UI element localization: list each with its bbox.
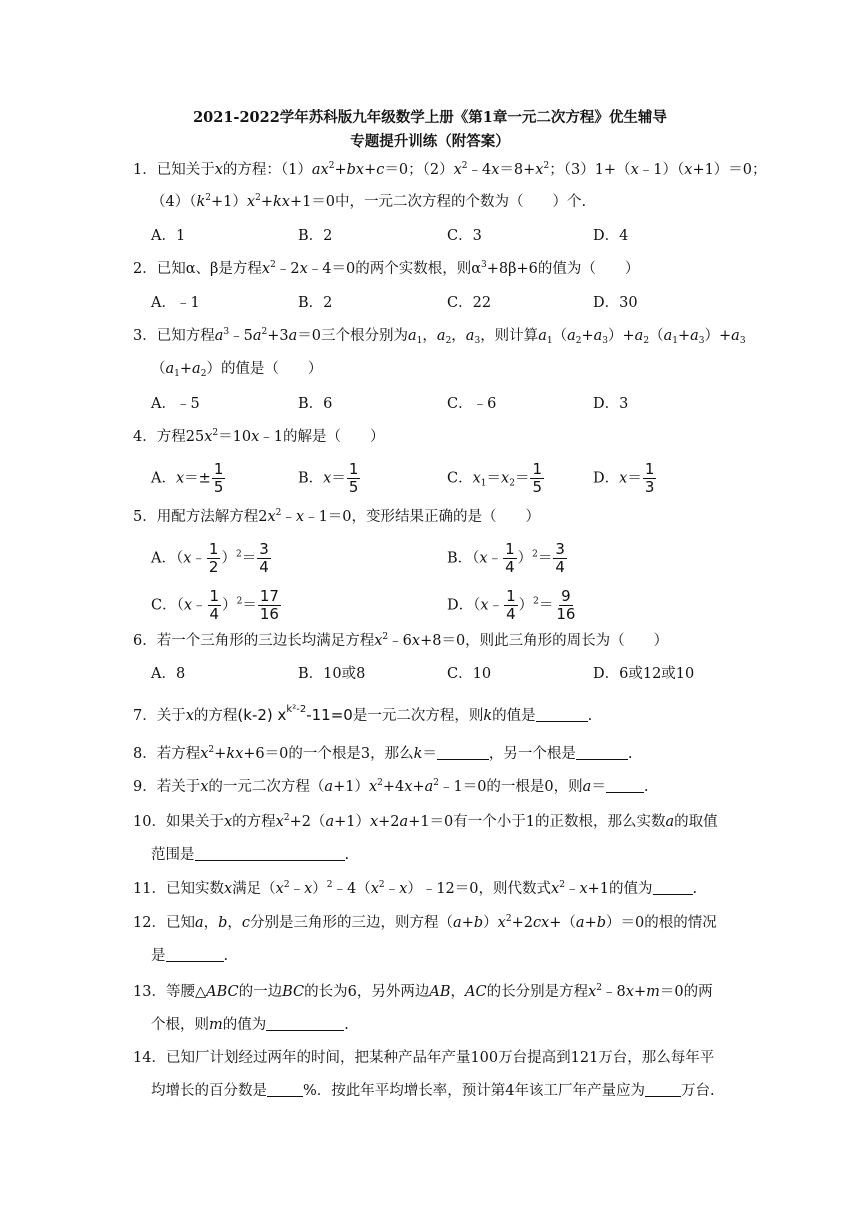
question-7: 7．关于x的方程(k-2) $x^{k^2-2}-11=0$是一元二次方程，则k的值是 . [133, 704, 593, 724]
equation-image: (k-2) $x^{k^2-2}-11=0$ [237, 704, 353, 724]
q3-option-b: B．6 [298, 396, 333, 412]
answer-blank[interactable] [267, 1082, 303, 1097]
answer-blank[interactable] [195, 846, 345, 861]
fraction: $\frac{1}{2}$ [208, 540, 219, 576]
fraction: $\frac{17}{16}$ [259, 587, 279, 623]
answer-blank[interactable] [653, 880, 693, 895]
question-10: 10．如果关于x的方程$x^2+2(a+1)x+2a+1=0$有一个小于1的正数根，那么实数a的取值 [133, 813, 718, 830]
fraction: $\frac{3}{4}$ [555, 540, 565, 576]
answer-blank[interactable] [576, 745, 628, 760]
question-14-line2: 均增长的百分数是 %．按此年平均增长率，预计第4年该工厂年产量应为 万台. [151, 1083, 715, 1099]
fraction: $\frac{1}{5}$ [532, 460, 542, 496]
q5-option-a: A．（x﹣ $\frac{1}{2}$ ）$^2$＝ $\frac{3}{4}$ [151, 540, 269, 576]
question-1-line2: $(4)(k^2+1)x^2+kx+1=0$中，一元二次方程的个数为（ ）个. [151, 193, 587, 210]
q5-option-b: B．（x﹣ $\frac{1}{4}$ ）$^2$＝ $\frac{3}{4}$ [447, 540, 565, 576]
q6-option-d: D．6或12或10 [593, 666, 695, 682]
fraction: $\frac{9}{16}$ [556, 587, 576, 623]
question-3: 3．已知方程$a^3﹣5a^2+3a=0$三个根分别为$a_1$，$a_2$，$a_3$，则计算$a_1(a_2+a_3)+a_2(a_1+a_3)+a_3$ [133, 327, 746, 346]
q6-option-a: A．8 [151, 666, 186, 682]
q3-option-a: A．﹣5 [151, 396, 200, 412]
q5-option-d: D．（x﹣ $\frac{1}{4}$ ）$^2$＝ $\frac{9}{16}$ [447, 587, 576, 623]
question-5: 5．用配方法解方程$2x^2﹣x﹣1=0$，变形结果正确的是（ ） [133, 508, 541, 525]
answer-blank[interactable] [166, 947, 224, 962]
question-12-line2: 是 . [151, 948, 229, 964]
document-subtitle: 专题提升训练（附答案） [350, 133, 510, 150]
q1-option-a: A．1 [151, 228, 186, 244]
q2-option-c: C．22 [447, 295, 492, 311]
answer-blank[interactable] [606, 778, 644, 793]
question-6: 6．若一个三角形的三边长均满足方程$x^2﹣6x+8=0$，则此三角形的周长为（ ） [133, 632, 669, 649]
fraction: $\frac{3}{4}$ [259, 540, 269, 576]
question-3-line2: $(a_1+a_2)$的值是（ ） [151, 361, 323, 379]
question-13-line2: 个根，则m的值为 . [151, 1017, 349, 1033]
q2-option-b: B．2 [298, 295, 333, 311]
q5-option-c: C．（x﹣ $\frac{1}{4}$ ）$^2$＝ $\frac{17}{16}$ [151, 587, 279, 623]
question-10-line2: 范围是 . [151, 847, 350, 863]
q2-option-a: A．﹣1 [151, 295, 200, 311]
q6-option-c: C．10 [447, 666, 492, 682]
fraction: $\frac{1}{4}$ [505, 540, 515, 576]
q3-option-d: D．3 [593, 396, 629, 412]
question-2: 2．已知α、β是方程$x^2﹣2x﹣4=0$的两个实数根，则$\alpha^3+8\beta+6$的值为（ ） [133, 260, 640, 277]
question-4: 4．方程$25x^2=10x﹣1$的解是（ ） [133, 428, 385, 445]
question-14: 14．已知厂计划经过两年的时间，把某种产品年产量100万台提高到121万台，那么每年平 [133, 1050, 715, 1066]
answer-blank[interactable] [437, 745, 489, 760]
question-1: 1．已知关于x的方程：$(1)ax^2+bx+c=0$；$(2)x^2﹣4x=8+x^2$；（3）1+（x﹣1）（x+1）＝0； [133, 161, 767, 178]
question-13: 13．等腰△ABC的一边BC的长为6，另外两边AB，AC的长分别是方程$x^2﹣8x+m=0$的两 [133, 983, 713, 1000]
answer-blank[interactable] [645, 1082, 681, 1097]
fraction: $\frac{1}{3}$ [644, 460, 655, 496]
q1-option-c: C．3 [447, 228, 482, 244]
question-11: 11．已知实数x满足$(x^2﹣x)^2﹣4(x^2﹣x)﹣12=0$，则代数式$x^2﹣x+1$的值为 . [133, 880, 698, 897]
question-8: 8．若方程$x^2+kx+6=0$的一个根是3，那么k＝ ，另一个根是 . [133, 745, 633, 762]
q4-option-b: B．x＝ $\frac{1}{5}$ [298, 460, 359, 496]
fraction: $\frac{1}{5}$ [213, 460, 224, 496]
fraction: $\frac{1}{5}$ [348, 460, 359, 496]
q3-option-c: C．﹣6 [447, 396, 497, 412]
q2-option-d: D．30 [593, 295, 638, 311]
fraction: $\frac{1}{4}$ [209, 587, 220, 623]
q1-option-d: D．4 [593, 228, 629, 244]
q4-option-c: C．$x_1=x_2=$ $\frac{1}{5}$ [447, 460, 542, 496]
fraction: $\frac{1}{4}$ [506, 587, 516, 623]
q6-option-b: B．10或8 [298, 666, 366, 682]
question-12: 12．已知a，b，c分别是三角形的三边，则方程$(a+b)x^2+2cx+(a+b)=0$的根的情况 [133, 914, 717, 931]
answer-blank[interactable] [266, 1016, 344, 1031]
answer-blank[interactable] [536, 707, 588, 722]
q4-option-d: D．x＝ $\frac{1}{3}$ [593, 460, 655, 496]
document-title: 2021-2022学年苏科版九年级数学上册《第1章一元二次方程》优生辅导 [193, 109, 667, 126]
question-9: 9．若关于x的一元二次方程$(a+1)x^2+4x+a^2﹣1=0$的一根是0，则a＝ . [133, 778, 649, 795]
q4-option-a: A．x＝± $\frac{1}{5}$ [151, 460, 224, 496]
q1-option-b: B．2 [298, 228, 333, 244]
